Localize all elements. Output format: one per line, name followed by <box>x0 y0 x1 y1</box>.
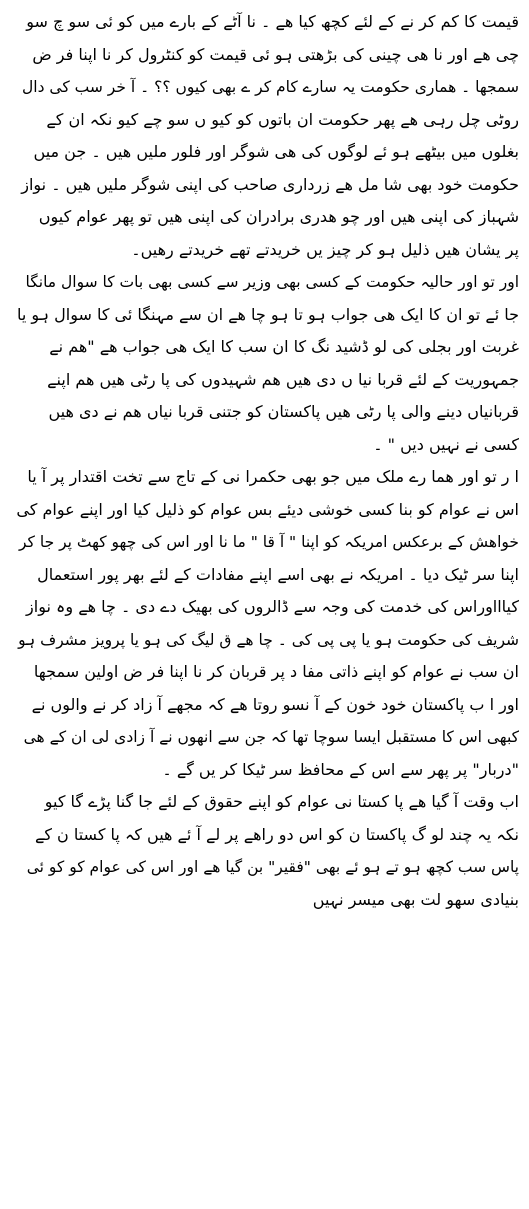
text-line: اس نے عوام کو بنا کسی خوشی دیئے بس عوام کو ذلیل کیا اور اپنے عوام کی <box>16 499 519 519</box>
text-line: خواھش کے برعکس امریکہ کو اپنا " آ قا " ما نا اور اس کی چھو کھٹ پر جا کر <box>18 533 519 551</box>
text-line: کیاااوراس کی خدمت کی وجہ سے ڈالروں کی بھیک دے دی ۔ چا ھے وہ نواز <box>26 597 519 616</box>
text-line: "دربار" پر پھر سے اس کے محافظ سر ٹیکا کر یں گے ۔ <box>162 759 519 779</box>
text-line: غربت اور بجلی کی لو ڈشید نگ کا ان سب کا ایک ھی جواب ھے "ھم نے <box>49 337 519 356</box>
text-line: بغلوں میں بیٹھے ہو ئے لوگوں کی ھی شوگر اور فلور ملیں ھیں ۔ جن میں <box>33 142 519 161</box>
text-line: اپنا سر ٹیک دیا ۔ امریکہ نے بھی اسے اپنے مفادات کے لئے بھر پور استعمال <box>37 564 519 584</box>
text-line: جمہوریت کے لئے قربا نیا ں دی ھیں ھم شہیدوں کی پا رٹی ھیں ھم اپنے <box>47 369 519 389</box>
text-line: ا ر تو اور ھما رے ملک میں جو بھی حکمرا نی کے تاج سے تخت اقتدار پر آ یا <box>27 467 519 486</box>
text-line: جا ئے تو ان کا ایک ھی جواب ہو تا ہو چا ھے ان سے مہنگا ئی کا سوال ہو یا <box>16 304 519 324</box>
article-body <box>12 6 519 916</box>
text-line: چی ھے اور نا ھی چینی کی بڑھتی ہو ئی قیمت کو کنٹرول کر نا اپنا فر ض <box>32 44 519 64</box>
text-line: کسی نے نہیں دیں " ۔ <box>373 434 519 454</box>
text-line: شریف کی حکومت ہو یا پی پی کی ۔ چا ھے ق لیگ کی ہو یا پرویز مشرف ہو <box>18 630 519 649</box>
text-line: حکومت خود بھی شا مل ھے زرداری صاحب کی اپنی شوگر ملیں ھیں ۔ نواز <box>21 174 519 194</box>
text-line: کبھی اس کا مستقبل ایسا سوچا تھا کہ جن سے انھوں نے آ زادی لی ان کے ھی <box>23 728 519 746</box>
text-line: قربانیاں دینے والی پا رٹی ھیں پاکستان کو جتنی قربا نیاں ھم نے دی ھیں <box>48 402 519 421</box>
text-line: اب وقت آ گیا ھے پا کستا نی عوام کو اپنے حقوق کے لئے جا گنا پڑے گا کیو <box>44 792 519 811</box>
text-line: پر یشان ھیں ذلیل ہو کر چیز یں خریدتے تھے خریدتے رھیں۔ <box>131 239 519 259</box>
text-line: نکہ یہ چند لو گ پاکستا ن کو اس دو راھے پر لے آ ئے ھیں کہ پا کستا ن کے <box>34 824 519 844</box>
text-line: روٹی چل رہی ھے پھر حکومت ان باتوں کو کیو ں سو چے کیو نکہ ان کے <box>46 109 519 129</box>
text-line: سمجھا ۔ ھماری حکومت یہ سارے کام کر ے بھی کیوں ؟؟ ۔ آ خر سب کی دال <box>22 78 519 96</box>
text-line: بنیادی سھو لت بھی میسر نہیں <box>312 889 519 909</box>
text-line: پاس سب کچھ ہو تے ہو ئے بھی "فقیر" بن گیا ھے اور اس کی عوام کو کو ئی <box>26 858 519 876</box>
text-line: ان سب نے عوام کو اپنے ذاتی مفا د پر قربان کر نا اپنا فر ض اولین سمجھا <box>33 662 519 681</box>
text-line: اور تو اور حالیہ حکومت کے کسی بھی وزیر سے کسی بھی بات کا سوال مانگا <box>25 273 519 291</box>
text-line: شہباز کی اپنی ھیں اور چو ھدری برادران کی اپنی ھیں تو پھر عوام کیوں <box>38 207 519 226</box>
text-line: اور ا ب پاکستان خود خون کے آ نسو روتا ھے کہ مجھے آ زاد کر نے والوں نے <box>31 694 519 714</box>
text-line: قیمت کا کم کر نے کے لئے کچھ کیا ھے ۔ نا آٹے کے بارے میں کو ئی سو چ سو <box>26 12 519 31</box>
